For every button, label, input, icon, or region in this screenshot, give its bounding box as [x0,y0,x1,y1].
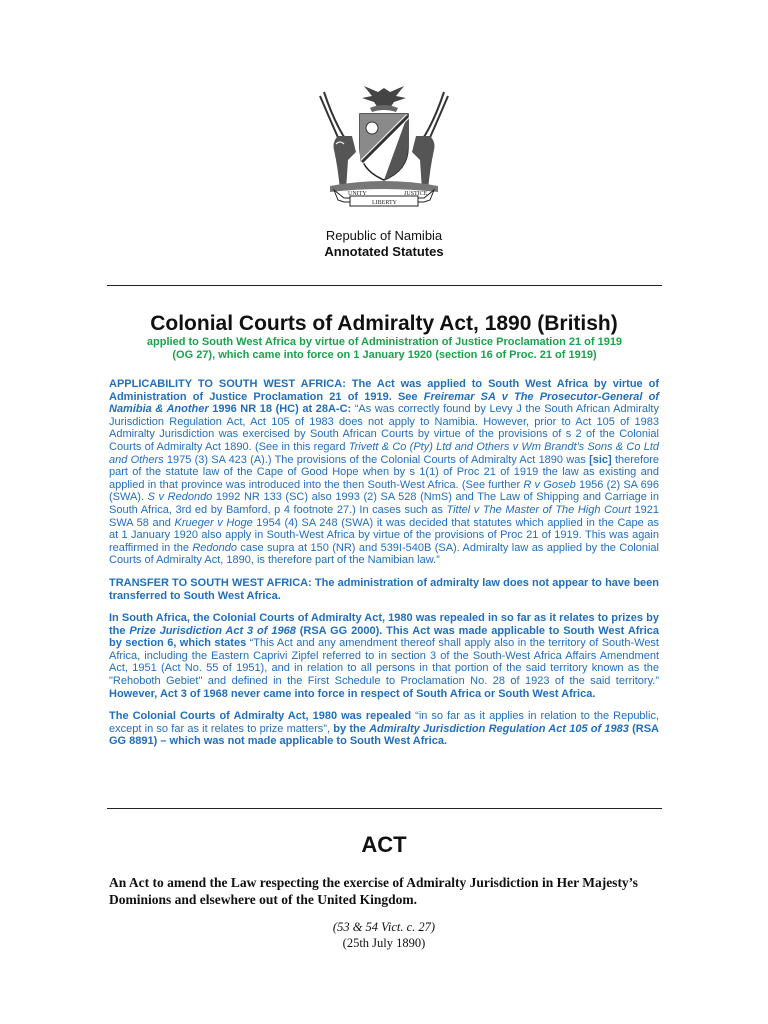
text-run: The Colonial Courts of Admiralty Act, 1980 was repealed [109,710,416,723]
text-run: APPLICABILITY TO SOUTH WEST AFRICA: The Act was applied to South West Africa by virtue of Administration of Justice Proclamation 21 of 1919. See [109,378,659,403]
text-run: 1992 NR 133 (SC) also 1993 (2) SA 528 (NmS) and The Law of Shipping and Carriage in South Africa, 3rd ed by Bamford, p 4 footnote 27.) In cases such as [109,491,659,516]
text-run: Redondo [192,541,237,554]
text-run: 1956 (2) SA 696 (SWA). [109,478,660,504]
crest-motto-left: UNITY [348,191,367,197]
act-date: (25th July 1890) [342,936,426,950]
text-run: case supra at 150 (NR) and 539I-540B (SA). Admiralty law as applied by the Colonial Courts of Admiralty Act, 1890, is therefore part of the Namibian law.” [109,541,659,567]
act-citation: (53 & 54 Vict. c. 27) [332,920,436,934]
text-run: TRANSFER TO SOUTH WEST AFRICA: The administration of admiralty law does not appear to have been transferred to South West Africa. [109,576,659,602]
act-heading: ACT [361,832,407,857]
document-subtitle [107,336,662,362]
header-divider [107,285,662,286]
coat-of-arms-icon [316,82,452,210]
document-title: Colonial Courts of Admiralty Act, 1890 (British) [150,312,618,335]
note-prize-jurisdiction [109,612,659,700]
text-run: Prize Jurisdiction Act 3 of 1968 [129,624,296,637]
text-run: 1996 NR 18 (HC) at 28A-C: [208,403,355,416]
text-run: “As was correctly found by Levy J the South African Admiralty Jurisdiction Regulation Act, Act 105 of 1983 does not apply to Namibia. However, prior to Act 105 of 1983 Admiralty Jurisdiction was exercised by South African Courts by virtue of the provisions of s 2 of the Colonial Courts of Admiralty Act 1890. (See in this regard [109,403,659,453]
text-run: therefore part of the statute law of the Cape of Good Hope when by s 1(1) of Proc 21 of 1919 the law as existing and applied in that province was introduced into the then South-West Africa. (See further [109,453,659,491]
act-long-title: An Act to amend the Law respecting the exercise of Admiralty Jurisdiction in Her Majesty’s Dominions and elsewhere out of the United Kingdom. [109,875,638,907]
note-transfer [109,577,659,602]
subtitle-line-1: applied to South West Africa by virtue of Administration of Justice Proclamation 21 of 1919 [146,336,623,348]
annotated-statutes: Annotated Statutes [324,244,444,259]
subtitle-line-2: (OG 27), which came into force on 1 January 1920 (section 16 of Proc. 21 of 1919) [172,349,597,361]
note-repeal [109,710,659,748]
text-run: Admiralty Jurisdiction Regulation Act 105 of 1983 [369,722,629,735]
text-run: R v Goseb [523,478,576,491]
text-run: Trivett & Co (Pty) Ltd and Others v Wm Brandt's Sons & Co Ltd and Others [109,440,659,466]
crest-motto-right: JUSTICE [404,191,428,197]
text-run: (RSA GG 2000). This Act was made applicable to South West Africa by section 6, which states [109,624,659,650]
republic-of-namibia: Republic of Namibia [325,228,443,243]
text-run: “in so far as it applies in relation to the Republic, except in so far as it relates to prize matters”, [109,710,659,735]
text-run: Freiremar SA v The Prosecutor-General of Namibia & Another [109,390,659,416]
text-run: However, Act 3 of 1968 never came into force in respect of South Africa or South West Africa. [109,687,596,700]
note-applicability [109,378,659,567]
text-run: Tittel v The Master of The High Court [446,503,631,516]
text-run: 1921 SWA 58 and [109,503,659,529]
text-run: (RSA GG 8891) – which was not made applicable to South West Africa. [109,722,659,748]
text-run: “This Act and any amendment thereof shall apply also in the territory of South-West Africa, including the Eastern Caprivi Zipfel referred to in section 3 of the South-West Africa Affairs Amendment Act, 1951 (Act No. 55 of 1951), and in relation to all persons in that portion of the said territory known as the "Rehoboth Gebiet" and defined in the First Schedule to Proclamation No. 28 of 1923 of the said territory.” [109,637,659,688]
text-run: In South Africa, the Colonial Courts of Admiralty Act, 1980 was repealed in so far as it relates to prizes by the [109,612,659,637]
text-run: 1954 (4) SA 248 (SWA) it was decided that statutes which applied in the Cape as at 1 January 1920 also apply in South-West Africa by virtue of the provisions of Proc 21 of 1919. This was again reaffirmed in the [109,516,659,554]
crest-motto-center: LIBERTY [372,200,397,206]
text-run: S v Redondo [147,491,213,504]
text-run: Krueger v Hoge [174,516,253,529]
text-run: by the [333,722,370,735]
annotation-notes [109,378,659,758]
section-divider [107,808,662,809]
text-run: [sic] [589,453,612,466]
text-run: 1975 (3) SA 423 (A).) The provisions of the Colonial Courts of Admiralty Act 1890 was [163,453,590,466]
